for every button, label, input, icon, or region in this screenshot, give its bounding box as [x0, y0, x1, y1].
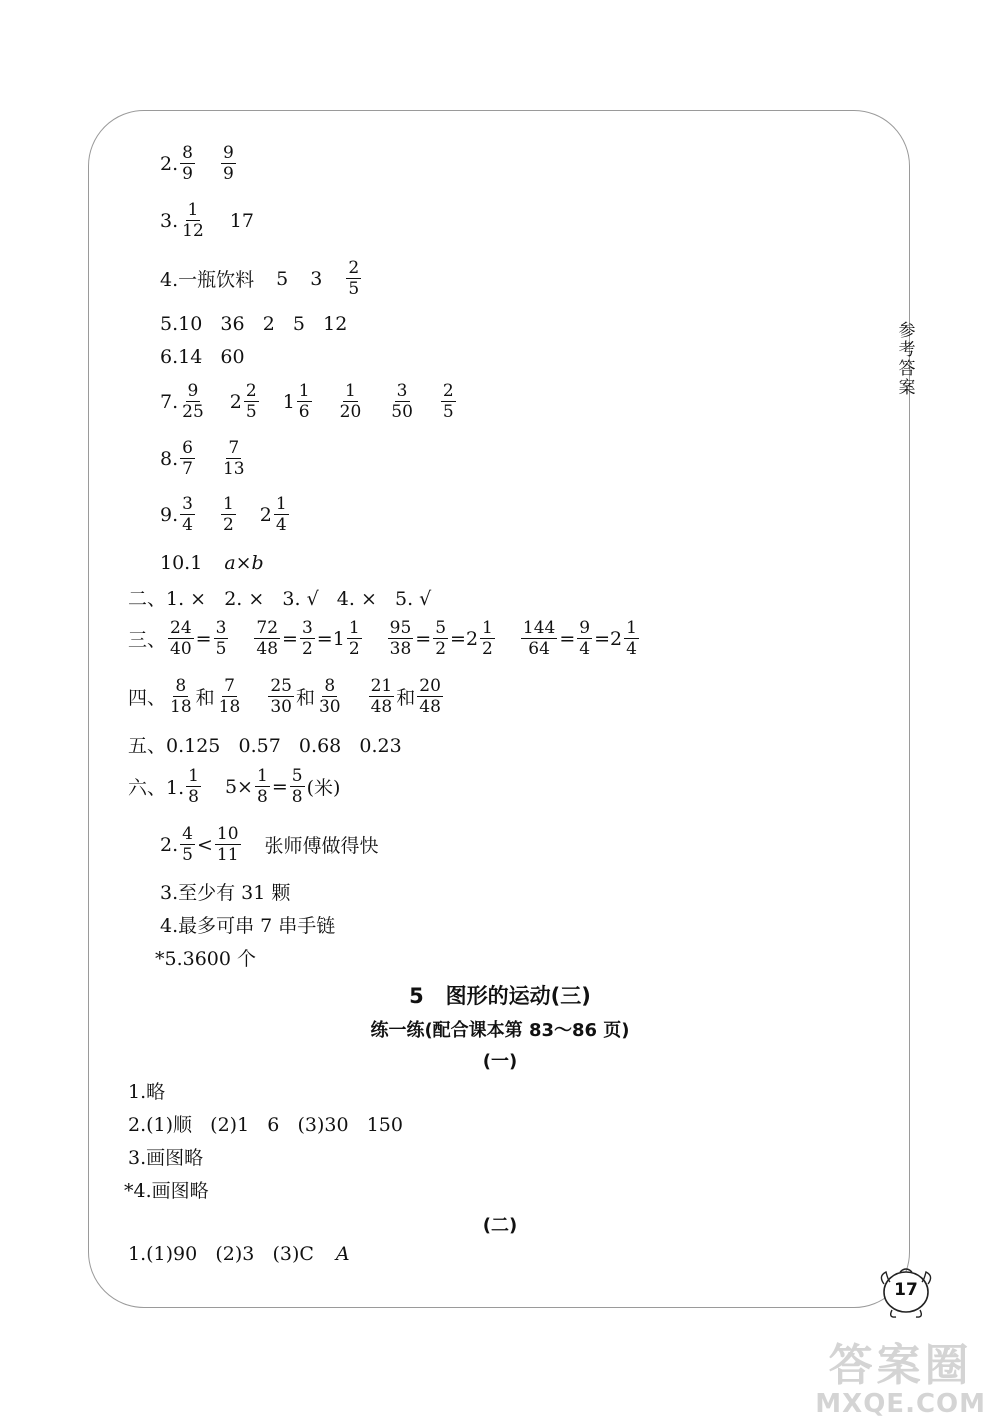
part-1-line-2: 2.(1)顺 (2)1 6 (3)30 150 — [128, 1114, 403, 1136]
item-number: 9. — [160, 503, 179, 526]
fraction — [577, 618, 592, 659]
watermark-url: MXQE.COM — [815, 1389, 986, 1419]
equals-sign: = — [559, 627, 576, 650]
equals-sign: = — [271, 775, 288, 798]
fraction — [221, 438, 247, 479]
denominator: 30 — [270, 697, 292, 717]
numerator: 7 — [224, 676, 235, 696]
numerator: 1 — [222, 494, 234, 514]
fraction — [480, 618, 495, 659]
numerator: 1 — [298, 381, 310, 401]
fraction — [347, 618, 362, 659]
page-number-badge — [876, 1262, 936, 1322]
fraction — [180, 200, 206, 241]
whole-number: 2 — [259, 503, 272, 526]
fraction — [388, 618, 414, 659]
denominator: 30 — [318, 697, 341, 717]
part-1-title: (一) — [482, 1051, 518, 1072]
answer-line-2 — [160, 143, 238, 184]
answer-text: 张师傅做得快 — [264, 835, 379, 857]
numerator: 8 — [175, 676, 187, 696]
denominator: 4 — [579, 639, 591, 659]
answer-value: 3 — [310, 267, 323, 290]
numerator: 1 — [187, 200, 199, 220]
denominator: 25 — [182, 402, 204, 422]
whole-number: 2 — [229, 390, 242, 413]
fraction — [221, 494, 236, 535]
numerator: 95 — [389, 618, 412, 638]
part-1-line-1: 1.略 — [128, 1081, 166, 1103]
fraction — [290, 766, 305, 807]
fraction — [346, 258, 361, 299]
numerator: 5 — [291, 766, 303, 786]
expression: a×b — [224, 552, 264, 574]
unit-title: 5 图形的运动(三) — [409, 984, 591, 1008]
denominator: 2 — [348, 639, 360, 659]
and-word: 和 — [396, 687, 416, 709]
numerator: 1 — [256, 766, 268, 786]
item-number: 8. — [160, 447, 179, 470]
denominator: 18 — [170, 697, 192, 717]
numerator: 5 — [435, 618, 447, 638]
item-number: 3. — [160, 209, 179, 232]
numerator: 1 — [482, 618, 493, 638]
numerator: 3 — [182, 494, 193, 514]
and-word: 和 — [295, 687, 315, 709]
denominator: 2 — [222, 515, 234, 535]
whole-number: 2 — [610, 627, 623, 650]
item-number: 2. — [160, 152, 179, 175]
fraction — [214, 618, 229, 659]
numerator: 8 — [324, 676, 336, 696]
watermark-text: 答案圈 — [828, 1340, 973, 1391]
numerator: 9 — [579, 618, 591, 638]
fraction — [338, 381, 364, 422]
fraction — [255, 766, 270, 807]
answer-line-10 — [160, 552, 264, 574]
denominator: 5 — [182, 845, 193, 865]
fraction — [389, 381, 415, 422]
numerator: 6 — [182, 438, 193, 458]
watermark-logo — [815, 1342, 986, 1418]
denominator: 9 — [182, 164, 193, 184]
equals-sign: = — [282, 627, 298, 650]
fraction — [433, 618, 448, 659]
numerator: 20 — [419, 676, 441, 696]
page-number: 17 — [894, 1280, 918, 1300]
numerator: 1 — [188, 766, 199, 786]
numerator: 1 — [345, 381, 356, 401]
item-text: 4.一瓶饮料 — [160, 269, 255, 291]
denominator: 4 — [626, 639, 637, 659]
denominator: 64 — [528, 639, 550, 659]
section-6-item-1 — [128, 766, 340, 807]
numerator: 3 — [301, 618, 313, 638]
numerator: 10 — [216, 824, 239, 844]
unit-text: (米) — [306, 777, 341, 799]
answer-line-9 — [160, 494, 291, 535]
denominator: 5 — [245, 402, 257, 422]
fraction — [186, 766, 201, 807]
numerator: 3 — [215, 618, 227, 638]
part-2-title: (二) — [482, 1215, 518, 1236]
equals-sign: = — [316, 627, 333, 650]
denominator: 8 — [188, 787, 199, 807]
section-6-item-5: *5.3600 个 — [155, 948, 257, 970]
equals-sign: = — [594, 627, 610, 650]
fraction — [180, 438, 195, 479]
fraction — [168, 618, 194, 659]
side-label-answers: 参考答案 — [898, 321, 916, 398]
item-number: 10.1 — [160, 552, 203, 574]
whole-number: 1 — [282, 390, 295, 413]
section-6-item-2 — [160, 824, 379, 865]
equals-sign: = — [450, 627, 466, 650]
numerator: 2 — [442, 381, 454, 401]
denominator: 12 — [182, 221, 204, 241]
denominator: 5 — [215, 639, 227, 659]
denominator: 40 — [170, 639, 192, 659]
practice-title: 练一练(配合课本第 83～86 页) — [370, 1020, 630, 1041]
fraction — [274, 494, 289, 535]
fraction — [317, 676, 343, 717]
whole-number: 1 — [332, 627, 345, 650]
section-6-item-4: 4.最多可串 7 串手链 — [160, 915, 336, 937]
section-6-item-3: 3.至少有 31 颗 — [160, 882, 291, 904]
denominator: 2 — [435, 639, 447, 659]
numerator: 21 — [370, 676, 393, 696]
numerator: 144 — [522, 618, 556, 638]
fraction — [254, 618, 280, 659]
denominator: 2 — [482, 639, 493, 659]
denominator: 8 — [291, 787, 303, 807]
section-number: 六、1. — [128, 777, 185, 799]
denominator: 11 — [216, 845, 239, 865]
answer-letter: A — [335, 1243, 350, 1265]
section-3-simplify — [128, 618, 641, 659]
denominator: 18 — [218, 697, 241, 717]
fraction — [521, 618, 557, 659]
item-number: 7. — [160, 390, 179, 413]
numerator: 1 — [348, 618, 360, 638]
answer-line-3 — [160, 200, 254, 241]
numerator: 2 — [348, 258, 360, 278]
section-4-common-denominator — [128, 676, 445, 717]
fraction — [297, 381, 312, 422]
denominator: 5 — [442, 402, 454, 422]
denominator: 48 — [370, 697, 393, 717]
answer-value: 17 — [229, 209, 254, 232]
answer-line-4 — [160, 258, 363, 299]
numerator: 7 — [228, 438, 240, 458]
numerator: 24 — [170, 618, 192, 638]
numerator: 25 — [270, 676, 292, 696]
denominator: 6 — [298, 402, 310, 422]
numerator: 72 — [256, 618, 279, 638]
denominator: 8 — [256, 787, 268, 807]
multiply-expression: 5× — [224, 775, 253, 798]
denominator: 7 — [182, 459, 193, 479]
denominator: 5 — [348, 279, 360, 299]
fraction — [180, 143, 195, 184]
denominator: 4 — [275, 515, 287, 535]
answer-line-6: 6.14 60 — [160, 346, 245, 368]
denominator: 4 — [182, 515, 193, 535]
fraction — [441, 381, 456, 422]
answer-text: 1.(1)90 (2)3 (3)C — [128, 1243, 314, 1265]
denominator: 2 — [301, 639, 313, 659]
fraction — [180, 824, 195, 865]
section-number: 三、 — [128, 629, 167, 651]
numerator: 8 — [182, 143, 193, 163]
part-2-line-1 — [128, 1243, 350, 1265]
numerator: 9 — [187, 381, 199, 401]
fraction — [244, 381, 259, 422]
denominator: 50 — [391, 402, 413, 422]
numerator: 1 — [275, 494, 287, 514]
fraction — [369, 676, 395, 717]
numerator: 2 — [245, 381, 257, 401]
denominator: 38 — [389, 639, 412, 659]
numerator: 9 — [222, 143, 234, 163]
section-2-true-false: 二、1. × 2. × 3. √ 4. × 5. √ — [128, 588, 432, 610]
denominator: 20 — [339, 402, 362, 422]
fraction — [624, 618, 639, 659]
fraction — [168, 676, 194, 717]
denominator: 9 — [222, 164, 234, 184]
numerator: 3 — [396, 381, 408, 401]
and-word: 和 — [195, 687, 215, 709]
fraction — [215, 824, 241, 865]
fraction — [417, 676, 443, 717]
denominator: 13 — [222, 459, 245, 479]
answer-value: 5 — [276, 267, 289, 290]
denominator: 48 — [256, 639, 279, 659]
section-number: 四、 — [128, 687, 167, 709]
numerator: 4 — [182, 824, 193, 844]
item-number: 2. — [160, 833, 179, 856]
numerator: 1 — [626, 618, 637, 638]
part-1-line-3: 3.画图略 — [128, 1147, 204, 1169]
fraction — [217, 676, 243, 717]
fraction — [180, 494, 195, 535]
part-1-line-4: *4.画图略 — [124, 1180, 209, 1202]
fraction — [221, 143, 236, 184]
denominator: 48 — [419, 697, 441, 717]
less-than-sign: < — [196, 833, 213, 856]
section-5-decimals: 五、0.125 0.57 0.68 0.23 — [128, 735, 402, 757]
answer-line-7 — [160, 381, 458, 422]
whole-number: 2 — [465, 627, 479, 650]
equals-sign: = — [195, 627, 212, 650]
fraction — [268, 676, 294, 717]
fraction — [300, 618, 315, 659]
answer-line-5: 5.10 36 2 5 12 — [160, 313, 348, 335]
fraction — [180, 381, 206, 422]
answer-line-8 — [160, 438, 249, 479]
equals-sign: = — [415, 627, 432, 650]
